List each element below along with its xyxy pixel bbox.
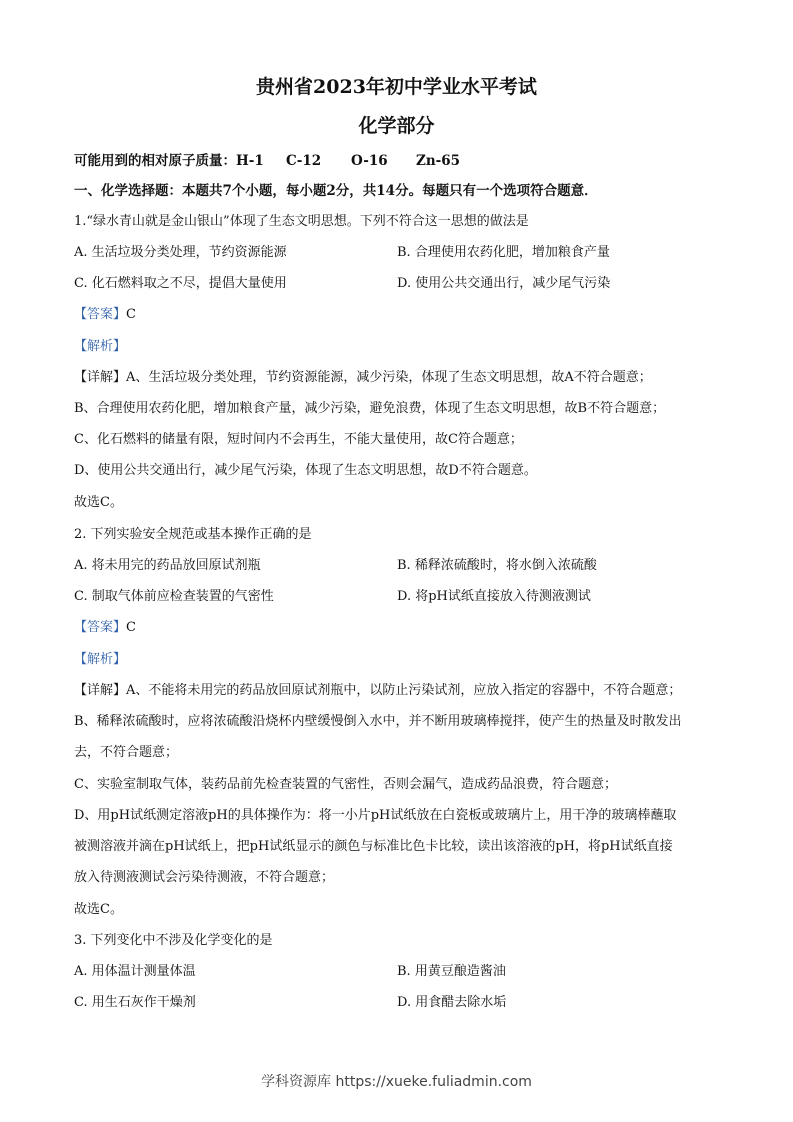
q1-detail-4: D、使用公共交通出行，减少尾气污染，体现了生态文明思想，故D不符合题意。 <box>74 463 537 478</box>
q1-detail-1 <box>74 370 652 386</box>
answer-tag: 【答案】 <box>74 307 127 322</box>
q1-analysis-tag: 【解析】 <box>74 339 127 354</box>
section-heading: 一、化学选择题：本题共7个小题，每小题2分，共14分。每题只有一个选项符合题意． <box>74 183 598 199</box>
q2-detail-2a: B、稀释浓硫酸时，应将浓硫酸沿烧杯内壁缓慢倒入水中，并不断用玻璃棒搅拌，使产生的热量及时散发出 <box>74 714 682 729</box>
q2-detail-1 <box>74 683 681 699</box>
atomic-mass-label: 可能用到的相对原子质量： <box>74 153 236 169</box>
q3-option-c: C. 用生石灰作干燥剂 <box>74 995 196 1010</box>
detail-tag: 【详解】 <box>74 683 127 698</box>
detail-text: A、不能将未用完的药品放回原试剂瓶中，以防止污染试剂，应放入指定的容器中，不符合题意； <box>126 683 682 698</box>
q1-option-a: A. 生活垃圾分类处理，节约资源能源 <box>74 245 287 260</box>
atom-item: Zn-65 <box>416 153 461 169</box>
q1-option-b: B. 合理使用农药化肥，增加粮食产量 <box>397 245 610 260</box>
q3-option-b: B. 用黄豆酿造酱油 <box>397 964 506 979</box>
q1-conclusion: 故选C。 <box>74 495 123 510</box>
detail-tag: 【详解】 <box>74 370 127 385</box>
atom-item: O-16 <box>351 153 388 169</box>
atomic-mass-line <box>74 153 460 169</box>
q2-option-d: D. 将pH试纸直接放入待测液测试 <box>397 589 591 604</box>
question-3-stem: 3. 下列变化中不涉及化学变化的是 <box>74 933 273 948</box>
q3-option-d: D. 用食醋去除水垢 <box>397 995 507 1010</box>
q1-detail-3: C、化石燃料的储量有限，短时间内不会再生，不能大量使用，故C符合题意； <box>74 432 523 447</box>
q2-option-a: A. 将未用完的药品放回原试剂瓶 <box>74 558 261 573</box>
q2-analysis-tag: 【解析】 <box>74 652 127 667</box>
q2-detail-4c: 放入待测液测试会污染待测液，不符合题意； <box>74 870 335 885</box>
q1-option-c: C. 化石燃料取之不尽，提倡大量使用 <box>74 276 287 291</box>
q1-answer <box>74 307 136 323</box>
question-1-stem: 1.“绿水青山就是金山银山”体现了生态文明思想。下列不符合这一思想的做法是 <box>74 214 529 229</box>
atom-item: H-1 <box>236 153 264 169</box>
q2-option-c: C. 制取气体前应检查装置的气密性 <box>74 589 274 604</box>
q1-detail-2: B、合理使用农药化肥，增加粮食产量，减少污染，避免浪费，体现了生态文明思想，故B不符合题意； <box>74 401 666 416</box>
q2-detail-4b: 被测溶液并滴在pH试纸上，把pH试纸显示的颜色与标准比色卡比较，读出该溶液的pH，将pH试纸直接 <box>74 839 673 854</box>
page-subtitle: 化学部分 <box>358 115 435 137</box>
answer-value: C <box>126 620 136 635</box>
q2-detail-4a: D、用pH试纸测定溶液pH的具体操作为：将一小片pH试纸放在白瓷板或玻璃片上，用干净的玻璃棒蘸取 <box>74 808 677 823</box>
q2-detail-3: C、实验室制取气体，装药品前先检查装置的气密性，否则会漏气，造成药品浪费，符合题意； <box>74 777 617 792</box>
page-title: 贵州省2023年初中学业水平考试 <box>256 76 537 98</box>
q2-detail-2b: 去，不符合题意； <box>74 745 179 760</box>
q1-option-d: D. 使用公共交通出行，减少尾气污染 <box>397 276 611 291</box>
answer-value: C <box>126 307 136 322</box>
q3-option-a: A. 用体温计测量体温 <box>74 964 196 979</box>
footer-watermark[interactable]: 学科资源库 https://xueke.fuliadmin.com <box>261 1074 532 1090</box>
answer-tag: 【答案】 <box>74 620 127 635</box>
q2-answer <box>74 620 136 636</box>
q2-option-b: B. 稀释浓硫酸时，将水倒入浓硫酸 <box>397 558 597 573</box>
q2-conclusion: 故选C。 <box>74 902 123 917</box>
question-2-stem: 2. 下列实验安全规范或基本操作正确的是 <box>74 527 312 542</box>
detail-text: A、生活垃圾分类处理，节约资源能源，减少污染，体现了生态文明思想，故A不符合题意； <box>126 370 652 385</box>
atom-item: C-12 <box>286 153 322 169</box>
